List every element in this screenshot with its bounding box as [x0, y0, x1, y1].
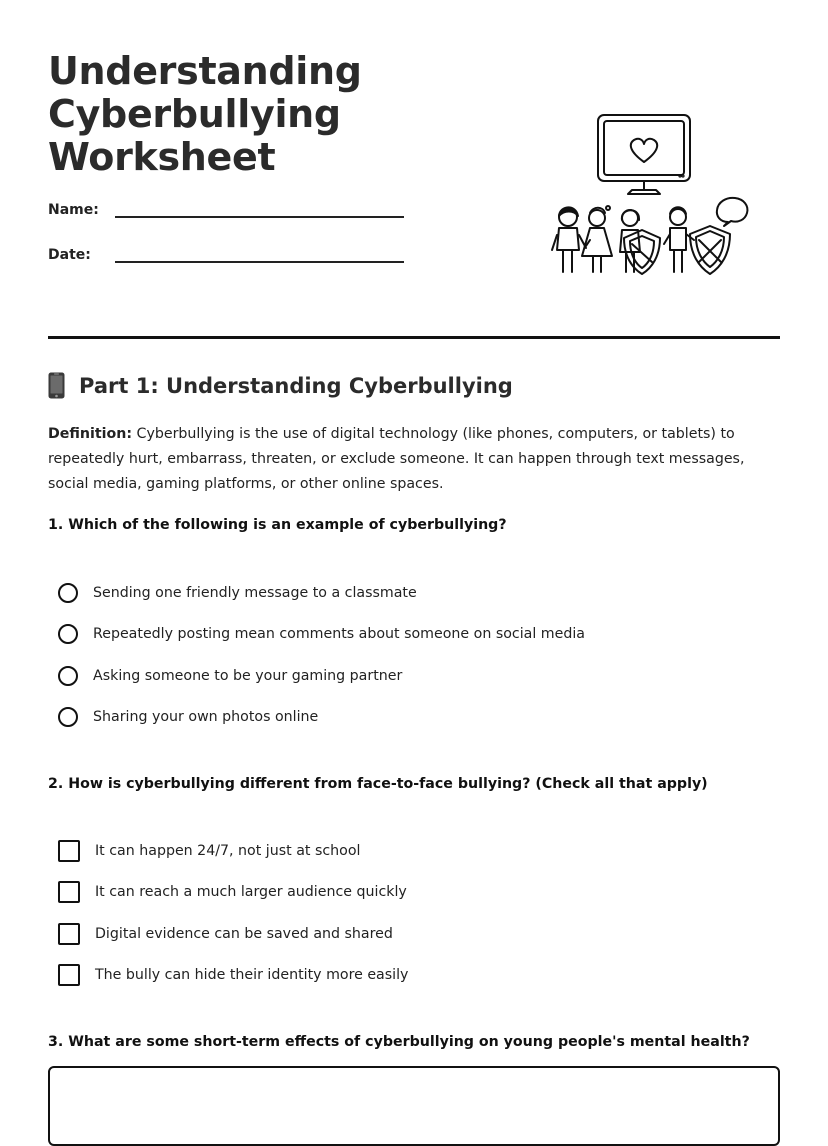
part1-heading — [48, 372, 513, 399]
definition-paragraph — [48, 422, 780, 497]
question-2: 2. How is cyberbullying different from face-to-face bullying? (Check all that apply) — [48, 776, 708, 792]
q2-option-4[interactable] — [58, 963, 408, 987]
radio-button[interactable] — [58, 583, 78, 603]
definition-label: Definition: — [48, 426, 133, 442]
definition-text: Cyberbullying is the use of digital technology (like phones, computers, or tablets) to repeatedly hurt, embarrass, threaten, or exclude someone. It can happen through text messages, social media, gaming platforms, or other online spaces. — [48, 426, 745, 492]
q1-option-2[interactable] — [58, 622, 585, 646]
option-label: Sharing your own photos online — [93, 709, 319, 725]
option-label: The bully can hide their identity more easily — [95, 967, 409, 983]
name-field[interactable] — [48, 202, 404, 218]
radio-button[interactable] — [58, 707, 78, 727]
question-1: 1. Which of the following is an example of cyberbullying? — [48, 517, 507, 533]
question-3: 3. What are some short-term effects of cyberbullying on young people's mental health? — [48, 1034, 750, 1050]
computer-monitor-heart-icon — [598, 115, 690, 194]
date-line[interactable] — [115, 247, 404, 263]
option-label: Sending one friendly message to a classmate — [93, 585, 417, 601]
title-line-3: Worksheet — [48, 135, 276, 179]
name-label: Name: — [48, 202, 99, 218]
option-label: It can reach a much larger audience quickly — [95, 884, 407, 900]
worksheet-title — [48, 50, 468, 179]
q2-option-1[interactable] — [58, 839, 360, 863]
title-line-1: Understanding — [48, 49, 362, 93]
q1-option-1[interactable] — [58, 581, 417, 605]
name-line[interactable] — [115, 202, 404, 218]
q1-option-4[interactable] — [58, 705, 318, 729]
checkbox[interactable] — [58, 881, 80, 903]
header-divider — [48, 336, 780, 339]
q2-option-2[interactable] — [58, 880, 407, 904]
date-field[interactable] — [48, 247, 404, 263]
speech-bubble-icon — [717, 198, 748, 226]
checkbox[interactable] — [58, 964, 80, 986]
children-group-icon — [552, 206, 694, 272]
radio-button[interactable] — [58, 666, 78, 686]
title-line-2: Cyberbullying — [48, 92, 341, 136]
option-label: Asking someone to be your gaming partner — [93, 668, 403, 684]
checkbox[interactable] — [58, 840, 80, 862]
option-label: It can happen 24/7, not just at school — [95, 843, 361, 859]
radio-button[interactable] — [58, 624, 78, 644]
checkbox[interactable] — [58, 923, 80, 945]
option-label: Repeatedly posting mean comments about someone on social media — [93, 626, 585, 642]
part1-title: Part 1: Understanding Cyberbullying — [79, 373, 513, 398]
cyberbullying-illustration — [550, 110, 762, 280]
date-label: Date: — [48, 247, 91, 263]
q1-option-3[interactable] — [58, 664, 402, 688]
q3-answer-box[interactable] — [48, 1066, 780, 1146]
mobile-phone-icon — [48, 372, 65, 399]
q2-option-3[interactable] — [58, 922, 393, 946]
option-label: Digital evidence can be saved and shared — [95, 926, 393, 942]
